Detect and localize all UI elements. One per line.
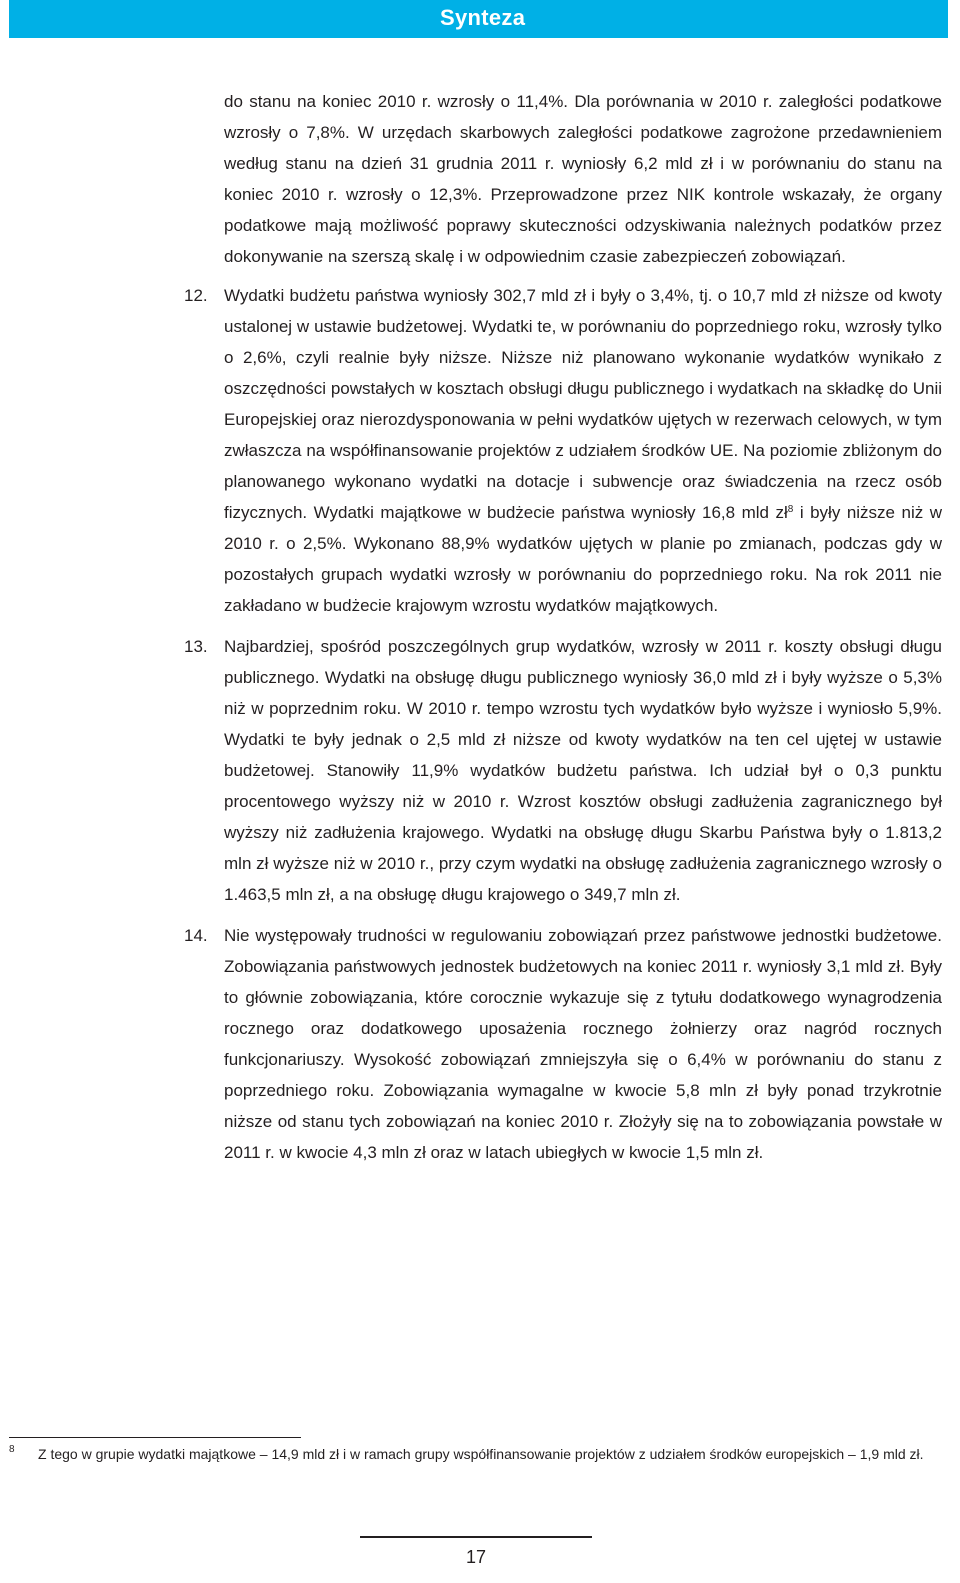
footnote-reference[interactable]: 8: [787, 504, 794, 515]
paragraph-text: Nie występowały trudności w regulowaniu zobowiązań przez państwowe jednostki budżetowe. Zobowiązania państwowych jednostek budżetowych na koniec 2011 r. wyniosły 3,1 mld zł. Były to głównie zobowiązania, które corocznie wykazuje się z tytułu dodatkowego wynagrodzenia rocznego oraz dodatkowego uposażenia rocznego żołnierzy oraz nagród rocznych funkcjonariuszy. Wysokość zobowiązań zmniejszyła się o 6,4% w porównaniu do stanu z poprzedniego roku. Zobowiązania wymagalne w kwocie 5,8 mln zł były ponad trzykrotnie niższe od stanu tych zobowiązań na koniec 2010 r. Złożyły się na to zobowiązania powstałe w 2011 r. w kwocie 4,3 mln zł oraz w latach ubiegłych w kwocie 1,5 mln zł.: [224, 926, 942, 1162]
section-title: Synteza: [440, 5, 526, 30]
page-number: 17: [465, 1547, 487, 1567]
footnote-text: Z tego w grupie wydatki majątkowe – 14,9 mld zł i w ramach grupy współfinansowanie projektów z udziałem środków europejskich – 1,9 mld zł.: [38, 1446, 924, 1462]
numbered-paragraph-13: [184, 631, 942, 910]
paragraph-number: 12.: [184, 286, 208, 305]
paragraph-number: 13.: [184, 637, 208, 656]
section-header-bar: [9, 0, 948, 38]
paragraph-text: Najbardziej, spośród poszczególnych grup wydatków, wzrosły w 2011 r. koszty obsługi długu publicznego. Wydatki na obsługę długu publicznego wyniosły 36,0 mld zł i były wyższe o 5,3% niż w poprzednim roku. W 2010 r. tempo wzrostu tych wydatków było wyższe i wyniosło 5,9%. Wydatki te były jednak o 2,5 mld zł niższe od kwoty wydatków na ten cel ujętej w ustawie budżetowej. Stanowiły 11,9% wydatków budżetu państwa. Ich udział był o 0,3 punktu procentowego wyższy niż w 2010 r. Wzrost kosztów obsługi zadłużenia zagranicznego był wyższy niż zadłużenia krajowego. Wydatki na obsługę długu Skarbu Państwa były o 1.813,2 mln zł wyższe niż w 2010 r., przy czym wydatki na obsługę zadłużenia zagranicznego wzrosły o 1.463,5 mln zł, a na obsługę długu krajowego o 349,7 mln zł.: [224, 637, 942, 904]
body-text: [184, 86, 942, 1178]
paragraph-text: Wydatki budżetu państwa wyniosły 302,7 mld zł i były o 3,4%, tj. o 10,7 mld zł niższe od kwoty ustalonej w ustawie budżetowej. Wydatki te, w porównaniu do poprzedniego roku, wzrosły tylko o 2,6%, czyli realnie były niższe. Niższe niż planowano wykonanie wydatków wynikało z oszczędności powstałych w kosztach obsługi długu publicznego i wydatkach na składkę do Unii Europejskiej oraz nierozdysponowania w pełni wydatków ujętych w rezerwach celowych, w tym zwłaszcza na współfinansowanie projektów z udziałem środków UE. Na poziomie zbliżonym do planowanego wykonano wydatki na dotacje i subwencje oraz świadczenia na rzecz osób fizycznych. Wydatki majątkowe w budżecie państwa wyniosły 16,8 mld zł: [224, 286, 942, 522]
paragraph-text-continued: i były niższe niż w 2010 r. o 2,5%. Wykonano 88,9% wydatków ujętych w planie po zmianach, podczas gdy w pozostałych grupach wydatki wzrosły w porównaniu do poprzedniego roku. Na rok 2011 nie zakładano w budżecie krajowym wzrostu wydatków majątkowych.: [224, 503, 942, 615]
page-number-divider: [360, 1536, 592, 1538]
paragraph-number: 14.: [184, 926, 208, 945]
footnote-divider: [9, 1437, 301, 1438]
footnote: [9, 1444, 942, 1464]
intro-paragraph: do stanu na koniec 2010 r. wzrosły o 11,4%. Dla porównania w 2010 r. zaległości podatkowe wzrosły o 7,8%. W urzędach skarbowych zaległości podatkowe zagrożone przedawnieniem według stanu na dzień 31 grudnia 2011 r. wyniosły 6,2 mld zł i w porównaniu do stanu na koniec 2010 r. wzrosły o 12,3%. Przeprowadzone przez NIK kontrole wskazały, że organy podatkowe mają możliwość poprawy skuteczności odzyskiwania należnych podatków przez dokonywanie na szerszą skalę i w odpowiednim czasie zabezpieczeń zobowiązań.: [224, 92, 942, 266]
numbered-paragraph-12: [184, 280, 942, 621]
numbered-paragraph-14: [184, 920, 942, 1168]
footnote-number: 8: [9, 1444, 15, 1455]
